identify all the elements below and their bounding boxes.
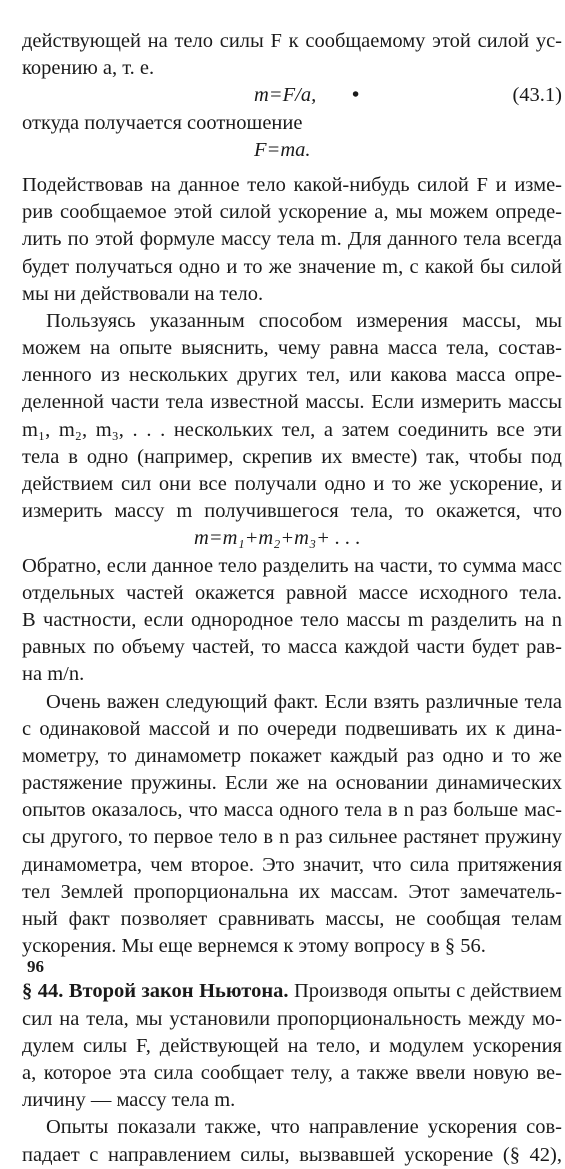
text-line: m₁, m₂, m₃, . . . нескольких тел, а затем соединить все эти bbox=[22, 418, 562, 441]
text-line: лить по этой формуле массу тела m. Для данного тела всегда bbox=[22, 228, 562, 251]
text-line: a, которое эта сила сообщает телу, а также ввели новую ве- bbox=[22, 1061, 562, 1084]
equation-f-ma bbox=[22, 137, 562, 164]
text-line: тела в одно (например, скрепив их вместе) так, чтобы под bbox=[22, 445, 562, 468]
section-gap bbox=[22, 960, 562, 978]
equation-text: F=ma. bbox=[254, 138, 311, 161]
text-line: будет получаться одно и то же значение m, с какой бы силой bbox=[22, 255, 562, 278]
text-line: Подействовав на данное тело какой-нибудь силой F и изме- bbox=[22, 173, 562, 196]
section-heading-line bbox=[22, 978, 562, 1005]
text-line: можем на опыте выяснить, чему равна масса тела, состав- bbox=[22, 337, 562, 360]
text-line: рив сообщаемое этой силой ускорение a, мы можем опреде- bbox=[22, 201, 562, 224]
document-page bbox=[22, 28, 562, 1169]
text-line: ленного из нескольких других тел, или какова масса опре- bbox=[22, 364, 562, 387]
text-line: действующей на тело силы F к сообщаемому этой силой ус- bbox=[22, 30, 562, 52]
equation-text: m=F/a, bbox=[254, 84, 317, 107]
text-line: сил на тела, мы установили пропорциональность между мо- bbox=[22, 1007, 562, 1030]
equation-number: (43.1) bbox=[512, 84, 562, 107]
text-fragment: Производя опыты с действием bbox=[288, 980, 562, 1003]
page-number: 96 bbox=[27, 957, 44, 976]
text-line: ный факт позволяет сравнивать массы, не сообщая телам bbox=[22, 908, 562, 930]
text-line: тел Землей пропорциональна их массам. Этот замечатель- bbox=[22, 880, 562, 903]
text-line: Пользуясь указанным способом измерения массы, мы bbox=[46, 309, 562, 332]
text-line: мометру, то динамометр покажет каждый раз одно и то же bbox=[22, 744, 562, 767]
text-line: В частности, если однородное тело массы m разделить на n bbox=[22, 608, 562, 631]
text-line: мы ни действовали на тело. bbox=[22, 282, 264, 305]
equation-text: m=m₁+m₂+m₃+ . . . bbox=[194, 527, 361, 550]
text-line: падает с направлением силы, вызвавшей ускорение (§ 42), bbox=[22, 1143, 562, 1166]
text-line: растяжение пружины. Если же на основании динамических bbox=[22, 772, 562, 795]
equation-mass-sum bbox=[22, 525, 562, 552]
text-line: Обратно, если данное тело разделить на части, то сумма масс bbox=[22, 554, 562, 577]
text-line: с одинаковой массой и по очереди подвешивать их к дина- bbox=[22, 717, 562, 740]
text-line: дулем силы F, действующей на тело, и модулем ускорения bbox=[22, 1034, 562, 1057]
text-line: действием сил они все получали одно и то же ускорение, и bbox=[22, 473, 562, 495]
equation-43-1 bbox=[22, 82, 562, 109]
text-line: равных по объему частей, то масса каждой части будет рав- bbox=[22, 636, 562, 659]
text-line: Очень важен следующий факт. Если взять различные тела bbox=[46, 690, 562, 713]
text-line: измерить массу m получившегося тела, то окажется, что bbox=[22, 500, 562, 523]
text-line: личину — массу тела m. bbox=[22, 1089, 236, 1112]
text-line: сы другого, то первое тело в n раз сильнее растянет пружину bbox=[22, 826, 562, 849]
text-line: на m/n. bbox=[22, 663, 85, 686]
text-line: корению a, т. е. bbox=[22, 57, 155, 80]
text-line: ускорения. Мы еще вернемся к этому вопросу в § 56. bbox=[22, 935, 486, 958]
text-line: динамометра, чем второе. Это значит, что сила притяжения bbox=[22, 853, 562, 876]
text-line: отдельных частей окажется равной массе исходного тела. bbox=[22, 581, 562, 604]
margin-mark: • bbox=[352, 84, 360, 107]
section-title: § 44. Второй закон Ньютона. bbox=[22, 980, 289, 1003]
text-line: опытов оказалось, что масса одного тела в n раз больше мас- bbox=[22, 799, 562, 822]
text-line: Опыты показали также, что направление ускорения сов- bbox=[46, 1116, 562, 1139]
text-line: деленной части тела известной массы. Если измерить массы bbox=[22, 391, 562, 414]
text-line: откуда получается соотношение bbox=[22, 111, 303, 134]
